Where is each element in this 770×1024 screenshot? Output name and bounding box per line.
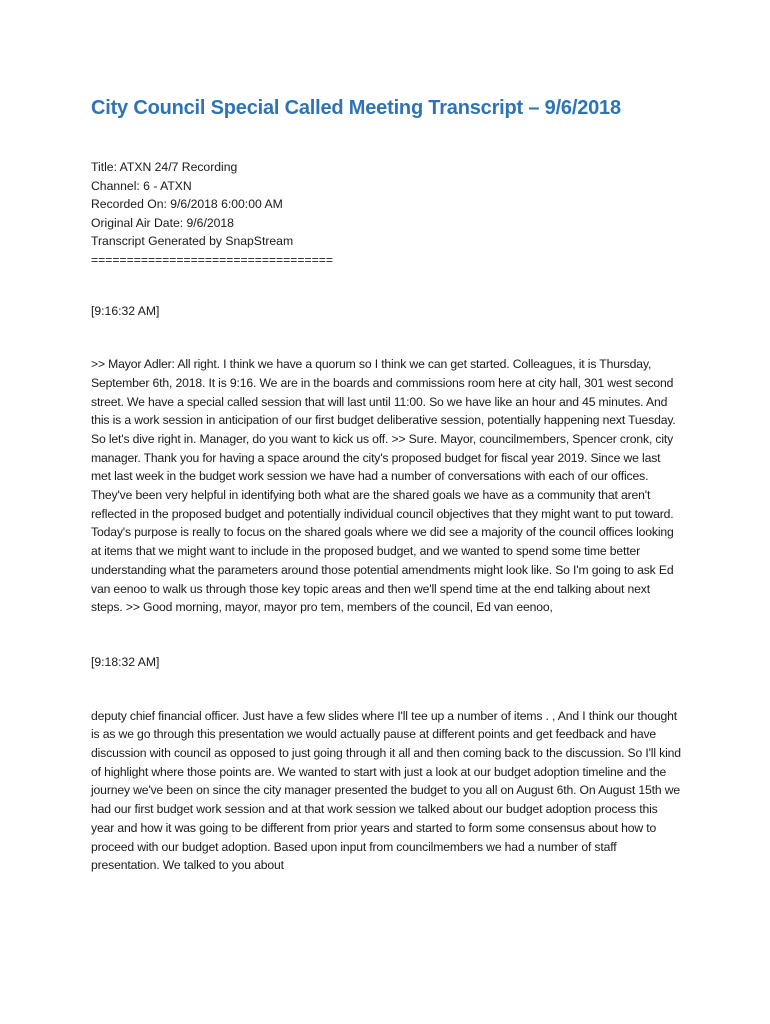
meta-channel-line: Channel: 6 - ATXN (91, 178, 192, 193)
document-title: City Council Special Called Meeting Transcript – 9/6/2018 (91, 97, 621, 119)
meta-title-line: Title: ATXN 24/7 Recording (91, 160, 238, 174)
meta-separator: ================================== (91, 252, 333, 267)
meta-recorded-line: Recorded On: 9/6/2018 6:00:00 AM (91, 197, 283, 212)
segment-text: deputy chief financial officer. Just have a few slides where I'll tee up a number of items . , And I think our thought is as we go through this presentation we would actually pause at different points and get feedback and have discussion with council as opposed to just going through it all and then coming back to the discussion. So I'll kind of highlight where those points are. We wanted to start with just a look at our budget adoption timeline and the journey we've been on since the city manager presented the budget to you all on August 6th. On August 15th we had our first budget work session and at that work session we talked about our budget adoption process this year and how it was going to be different from prior years and started to form some consensus about how to proceed with our budget adoption. Based upon input from councilmembers we had a number of staff presentation. We talked to you about (91, 708, 681, 873)
meta-generated-line: Transcript Generated by SnapStream (91, 234, 294, 249)
segment-timestamp: [9:18:32 AM] (91, 655, 160, 669)
segment-timestamp: [9:16:32 AM] (91, 303, 160, 318)
transcript-metadata (91, 158, 683, 270)
transcript-page (91, 94, 683, 875)
segment-text: >> Mayor Adler: All right. I think we have a quorum so I think we can get started. Colleagues, it is Thursday, September 6th, 2018. It is 9:16. We are in the boards and commissions room here at city hall, 301 west second street. We have a special called session that will last until 11:00. So we have like an hour and 45 minutes. And this is a work session in anticipation of our first budget deliberative session, potentially happening next Tuesday. So let's dive right in. Manager, do you want to kick us off. >> Sure. Mayor, councilmembers, Spencer cronk, city manager. Thank you for having a space around the city's proposed budget for fiscal year 2019. Since we last met last week in the budget work session we have had a number of conversations with each of our offices. They've been very helpful in identifying both what are the shared goals we have as a community that aren't reflected in the proposed budget and potentially individual council objectives that they might want to put toward. Today's purpose is really to focus on the shared goals where we did see a majority of the council offices looking at items that we might want to include in the proposed budget, and we wanted to spend some time better understanding what the parameters around those potential amendments might look like. So I'm going to ask Ed van eenoo to walk us through those key topic areas and then we'll spend time at the end talking about next steps. >> Good morning, mayor, mayor pro tem, members of the council, Ed van eenoo, (91, 357, 676, 615)
meta-air-date-line: Original Air Date: 9/6/2018 (91, 215, 234, 230)
